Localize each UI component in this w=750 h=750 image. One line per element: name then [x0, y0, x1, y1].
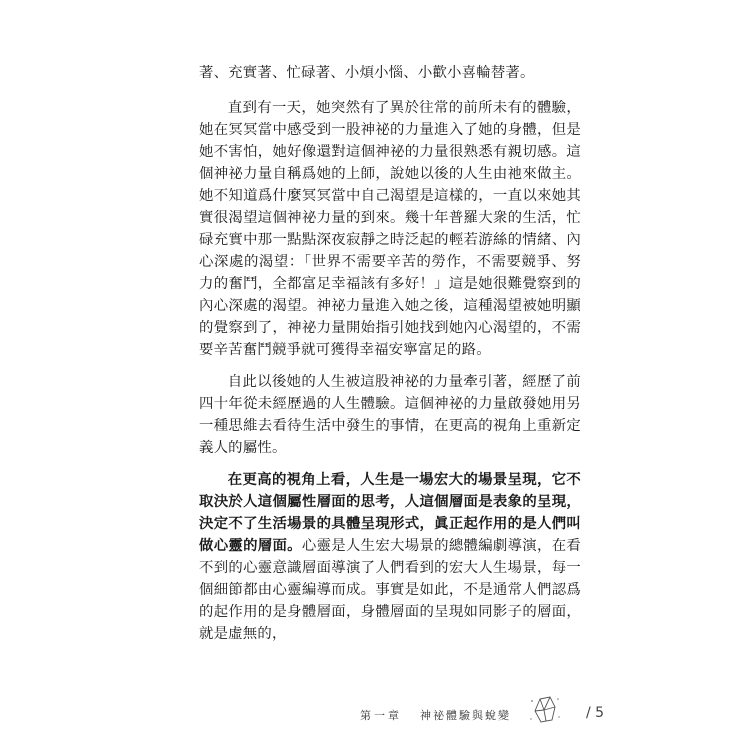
page-number: / 5	[586, 705, 605, 721]
crystal-icon	[528, 693, 562, 727]
paragraph-continuation: 著、充實著、忙碌著、小煩小惱、小歡小喜輪替著。	[199, 65, 535, 81]
paragraph-mystical-experience: 直到有一天，她突然有了異於往常的前所未有的體驗，她在冥冥當中感受到一股神祕的力量進入了她的身體，但是她不害怕，她好像還對這個神祕的力量很熟悉有親切感。這個神祕力量自稱爲她的上師，說她以後的人生由祂來做主。她不知道爲什麼冥冥當中自己渴望是這樣的，一直以來她其實很渴望這個神祕力量的到來。幾十年普羅大衆的生活，忙碌充實中那一點點深夜寂靜之時泛起的輕若游絲的情緒、內心深處的渴望：「世界不需要辛苦的勞作，不需要競爭、努力的奮鬥，全都富足幸福該有多好！」這是她很難覺察到的內心深處的渴望。神祕力量進入她之後，這種渴望被她明顯的覺察到了，神祕力量開始指引她找到她內心渴望的，不需要辛苦奮鬥競爭就可獲得幸福安寧富足的路。	[199, 100, 581, 358]
page-footer	[360, 701, 620, 731]
paragraph-higher-perspective	[199, 469, 581, 645]
chapter-label: 第一章	[360, 709, 402, 722]
chapter-title: 神祕體驗與蛻變	[420, 709, 511, 722]
paragraph-new-life: 自此以後她的人生被這股神祕的力量牽引著，經歷了前四十年從未經歷過的人生體驗。這個神祕的力量啟發她用另一種思維去看待生活中發生的事情，在更高的視角上重新定義人的屬性。	[199, 374, 581, 456]
emphasized-text: 在更高的視角上看，人生是一場宏大的場景呈現，它不取決於人這個屬性層面的思考，人這個層面是表象的呈現，決定不了生活場景的具體呈現形式，眞正起作用的是人們叫做心靈的層面。	[199, 471, 581, 554]
body-text	[199, 62, 581, 655]
regular-text: 心靈是人生宏大場景的總體編劇導演，在看不到的心靈意識層面導演了人們看到的宏大人生場景，每一個細節都由心靈編導而成。事實是如此，不是通常人們認爲的起作用的是身體層面，身體層面的呈現如同影子的層面，就是虛無的，	[199, 538, 581, 642]
